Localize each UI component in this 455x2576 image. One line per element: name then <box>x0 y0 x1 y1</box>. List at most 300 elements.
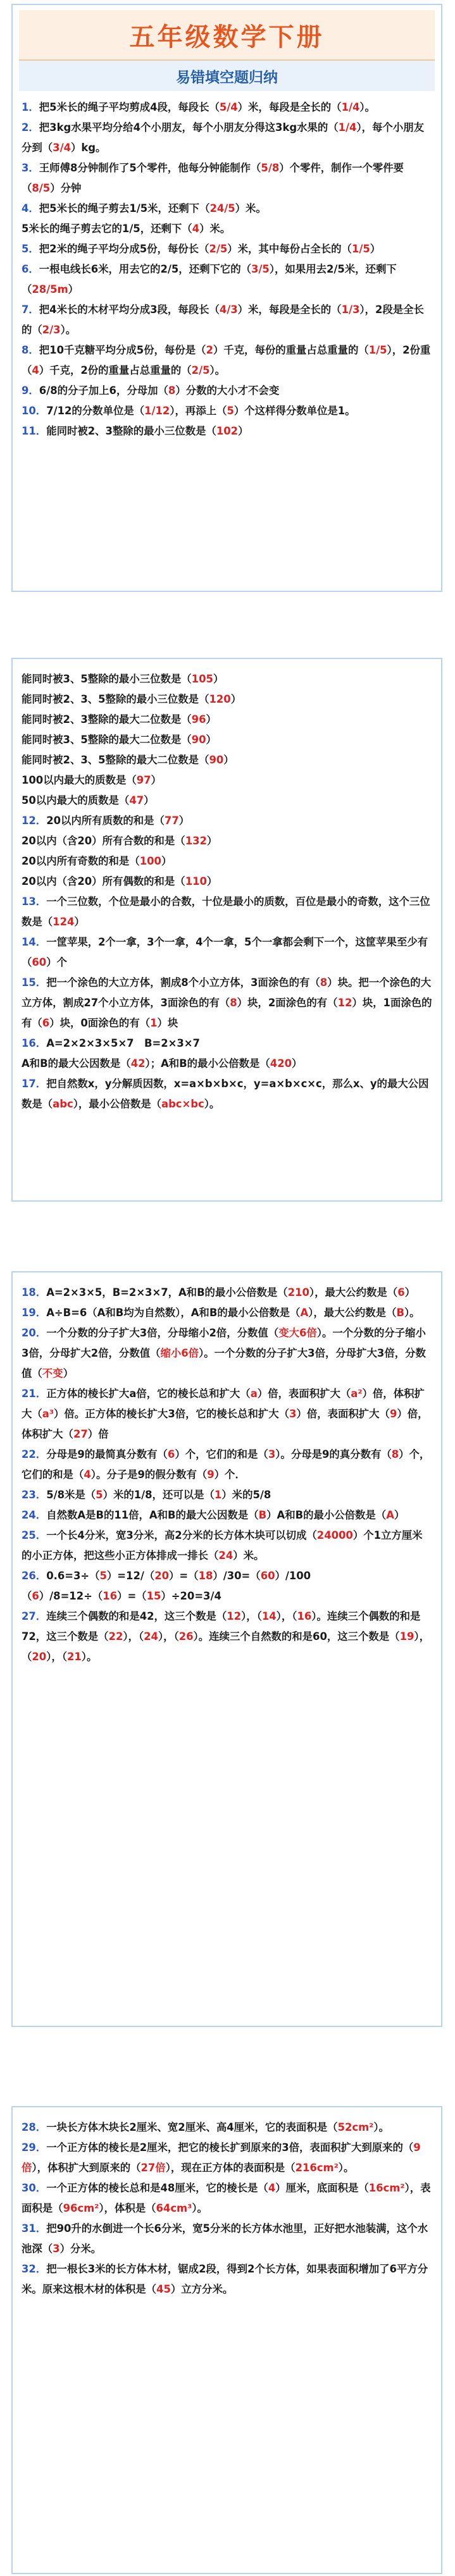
question-text: ）/100 <box>275 1570 311 1582</box>
question-item <box>22 669 432 689</box>
question-text: ）米的5/8 <box>221 1489 271 1501</box>
question-text: 把4米长的木材平均分成3段，每段长（ <box>39 304 220 316</box>
answer-text: 2 <box>206 344 213 356</box>
question-text: ） <box>206 835 218 847</box>
question-text: ），2段是全长的（ <box>22 304 424 336</box>
question-item <box>22 851 432 872</box>
answer-text: 5 <box>96 1489 103 1501</box>
answer-text: 9倍 <box>22 2142 421 2174</box>
answer-text: 8 <box>230 997 237 1009</box>
answer-text: 3 <box>268 1448 276 1460</box>
question-text: ）。 <box>192 2202 208 2214</box>
question-text: 一根电线长6米，用去它的2/5，还剩下它的（ <box>39 263 252 275</box>
question-text: ）米的1/8，还可以是（ <box>103 1489 215 1501</box>
answer-text: abc×bc <box>161 1098 204 1110</box>
question-text: ）倍，体积扩大（ <box>22 1408 428 1440</box>
question-number: 32． <box>22 2263 47 2275</box>
question-text: ） <box>230 693 242 705</box>
question-item <box>22 1323 432 1384</box>
question-text: 20以内（含20）所有合数的和是（ <box>22 835 185 847</box>
question-text: ）。 <box>81 1651 97 1663</box>
question-text: ）。 <box>404 1307 420 1319</box>
question-text: ）块。把一个涂色的大立方体，割成27个小立方体，3面涂色的有（ <box>22 977 432 1009</box>
title-banner <box>19 10 435 61</box>
question-text: ），最大公约数是（ <box>309 1286 398 1298</box>
answer-text: 100 <box>139 855 161 867</box>
answer-text: 3/5 <box>251 263 270 275</box>
question-text: 一个分数的分子扩大3倍，分母缩小2倍，分数值（ <box>46 1327 279 1339</box>
answer-text: 4/3 <box>219 304 238 316</box>
answer-text: 27倍 <box>140 2162 166 2174</box>
question-text: 正方体的棱长扩大a倍，它的棱长总和扩大（ <box>46 1388 251 1400</box>
question-number: 20． <box>22 1327 47 1339</box>
answer-text: 3/4 <box>53 142 71 154</box>
question-item <box>22 932 432 973</box>
answer-text: 5/8 <box>261 162 280 174</box>
answer-text: 6 <box>42 1017 50 1029</box>
section-card-3 <box>11 1271 442 2027</box>
question-text: ）块 <box>157 1017 178 1029</box>
question-text: ） <box>151 774 161 786</box>
question-item <box>22 2259 432 2300</box>
question-text: 把5米长的绳子平均剪成4段，每段长（ <box>39 101 220 113</box>
question-number: 27． <box>22 1610 47 1622</box>
question-item <box>22 730 432 750</box>
question-text: 0.6=3÷（ <box>46 1570 100 1582</box>
question-text: ）倍 <box>87 1428 109 1440</box>
question-number: 21． <box>22 1388 47 1400</box>
answer-text: 24 <box>218 1550 234 1562</box>
answer-text: abc <box>53 1098 73 1110</box>
question-item <box>22 1606 432 1667</box>
question-item <box>22 973 432 1033</box>
question-item <box>22 689 432 710</box>
answer-text: 5 <box>99 1570 107 1582</box>
answer-text: 90 <box>191 734 206 746</box>
question-text: ） <box>63 1367 73 1379</box>
answer-text: 1/4 <box>338 121 357 133</box>
answer-text: 216cm² <box>295 2162 339 2174</box>
question-number: 18． <box>22 1286 47 1298</box>
section-card-2 <box>11 658 442 1202</box>
answer-text: 60 <box>260 1570 275 1582</box>
question-text: ）米，其中每份占全长的（ <box>227 243 352 255</box>
question-text: ）块，1面涂色的有（ <box>22 997 432 1029</box>
question-item <box>22 2138 432 2178</box>
answer-text: 1 <box>150 1017 158 1029</box>
question-item <box>22 219 432 239</box>
question-text: ）。一个分数的分子缩小3倍，分母扩大2倍，分数值（ <box>22 1327 426 1359</box>
question-item <box>22 1566 432 1586</box>
question-text: ），如果用去2/5米，还剩下（ <box>22 263 397 295</box>
answer-text: 105 <box>191 673 213 685</box>
question-text: ），最小公倍数是（ <box>73 1098 162 1110</box>
question-text: ）米，每段是全长的（ <box>237 101 342 113</box>
question-number: 13． <box>22 896 47 908</box>
question-text: ）。连续三个自然数的和是60，这三个数是（ <box>193 1630 400 1642</box>
question-text: ）。 <box>60 324 77 336</box>
answer-text: 变大6倍 <box>278 1327 317 1339</box>
question-item <box>22 158 432 199</box>
answer-text: 14 <box>261 1610 277 1622</box>
question-number: 16． <box>22 1037 47 1049</box>
question-number: 7． <box>22 304 39 316</box>
question-text: ），（ <box>22 1630 430 1663</box>
question-item <box>22 872 432 892</box>
question-text: 一个长4分米，宽3分米，高2分米的长方体木块可以切成（ <box>46 1529 317 1541</box>
answer-text: 16 <box>103 1590 118 1602</box>
question-text: A=2×2×3×5×7 B=2×3×7 <box>46 1037 200 1049</box>
question-item <box>22 300 432 340</box>
answer-text: 20 <box>32 1651 47 1663</box>
question-list <box>13 2107 441 2300</box>
question-text: ）倍，体积扩大（ <box>22 1388 425 1420</box>
question-item <box>22 2178 432 2219</box>
question-item <box>22 381 432 401</box>
question-text: ）千克，2份的重量占总重量的（ <box>39 364 192 376</box>
question-text: 能同时被3、5整除的最大二位数是（ <box>22 734 192 746</box>
answer-text: 210 <box>287 1286 309 1298</box>
question-number: 2． <box>22 121 39 133</box>
question-text: ）个． <box>214 1469 246 1481</box>
question-text: ） <box>161 855 172 867</box>
question-text: ）=（ <box>117 1590 147 1602</box>
question-number: 1． <box>22 101 39 113</box>
question-text: ），（ <box>241 1610 262 1622</box>
question-text: 一个正方体的棱长总和是48厘米，它的棱长是（ <box>46 2182 268 2194</box>
question-text: ），（ <box>123 1630 144 1642</box>
question-text: ） <box>238 425 249 437</box>
answer-text: 124 <box>53 916 75 928</box>
question-text: ） <box>206 734 216 746</box>
question-item <box>22 1074 432 1114</box>
question-text: 能同时被2、3整除的最大二位数是（ <box>22 713 192 725</box>
question-text: ）米，每段是全长的（ <box>237 304 342 316</box>
answer-text: 27 <box>73 1428 88 1440</box>
question-text: ）千克，每份的重量占总重量的（ <box>213 344 369 356</box>
question-text: ）分钟 <box>50 182 82 194</box>
question-number: 5． <box>22 243 39 255</box>
answer-text: 45 <box>156 2283 171 2295</box>
question-text: 分母是9的最简真分数有（ <box>46 1448 168 1460</box>
question-text: ）米。 <box>199 223 231 235</box>
answer-text: 15 <box>146 1590 161 1602</box>
question-item <box>22 1283 432 1303</box>
question-text: （ <box>22 1590 32 1602</box>
question-item <box>22 831 432 851</box>
question-item <box>22 1054 432 1074</box>
question-text: 20以内所有质数的和是（ <box>46 815 165 827</box>
question-text: 一个三位数，个位是最小的合数，十位是最小的质数，百位是最小的奇数，这个三位数是（ <box>22 896 430 928</box>
question-text: ），每个小朋友分到（ <box>22 121 424 154</box>
question-item <box>22 1384 432 1445</box>
answer-text: 2/3 <box>42 324 61 336</box>
answer-text: 8 <box>391 1448 399 1460</box>
question-text: ）厘米，底面积是（ <box>275 2182 369 2194</box>
answer-text: 22 <box>108 1630 123 1642</box>
question-number: 26． <box>22 1570 47 1582</box>
answer-text: A <box>300 1307 309 1319</box>
question-number: 12． <box>22 815 47 827</box>
question-list <box>13 1273 441 1667</box>
answer-text: 2/5 <box>191 364 210 376</box>
question-item <box>22 2219 432 2259</box>
question-text: ）A和B的最小公倍数是（ <box>266 1509 387 1521</box>
question-text: ）。连续三个偶数的和是72，这三个数是（ <box>22 1610 421 1642</box>
question-text: ）分米。 <box>59 2243 102 2255</box>
question-text: ） <box>68 283 79 295</box>
question-item <box>22 791 432 811</box>
answer-text: 9 <box>389 1408 397 1420</box>
answer-text: 8 <box>168 385 176 397</box>
question-text: ）÷20=3/4 <box>161 1590 221 1602</box>
question-text: ），体积是（ <box>99 2202 156 2214</box>
question-text: 能同时被3、5整除的最小三位数是（ <box>22 673 192 685</box>
question-text: 7/12的分数单位是（ <box>46 405 145 417</box>
question-text: ）。分子是9的假分数有（ <box>90 1469 208 1481</box>
question-text: 把自然数x，y分解质因数，x=a×b×b×c，y=a×b×c×c，那么x、y的最大公因数是（ <box>22 1078 429 1110</box>
question-number: 31． <box>22 2222 47 2234</box>
question-item <box>22 1525 432 1566</box>
answer-text: 1/4 <box>341 101 360 113</box>
answer-text: 26 <box>178 1630 194 1642</box>
answer-text: 4 <box>192 223 200 235</box>
question-text: ）米。 <box>235 202 266 214</box>
question-text: ） <box>370 243 381 255</box>
question-text: ），最大公约数是（ <box>308 1307 397 1319</box>
question-text: ）。 <box>359 101 375 113</box>
question-text: ）个 <box>46 956 67 968</box>
answer-text: 1/3 <box>341 304 360 316</box>
question-text: A和B的最大公因数是（ <box>22 1057 131 1069</box>
question-text: 把90升的水倒进一个长6分米，宽5分米的长方体水池里，正好把水池装满，这个水池深（ <box>22 2222 428 2255</box>
question-text: ）。 <box>204 1098 220 1110</box>
question-text: ）；A和B的最小公倍数是（ <box>145 1057 270 1069</box>
answer-text: 不变 <box>42 1367 63 1379</box>
question-item <box>22 199 432 219</box>
answer-text: a³ <box>42 1408 54 1420</box>
question-text: ） <box>404 1286 416 1298</box>
question-text: ）。 <box>338 2162 354 2174</box>
question-text: ）立方分米。 <box>170 2283 234 2295</box>
question-text: ），再添上（ <box>170 405 227 417</box>
question-number: 6． <box>22 263 39 275</box>
question-item <box>22 1303 432 1323</box>
answer-text: 102 <box>216 425 239 437</box>
question-item <box>22 239 432 259</box>
question-text: 20以内所有奇数的和是（ <box>22 855 140 867</box>
question-number: 3． <box>22 162 39 174</box>
question-list <box>13 659 441 1114</box>
question-text: ）。 <box>209 364 226 376</box>
question-number: 25． <box>22 1529 47 1541</box>
question-text: 把2米的绳子平均分成5份，每份长（ <box>39 243 209 255</box>
answer-text: 6 <box>167 1448 175 1460</box>
question-text: ）/8=12÷（ <box>39 1590 103 1602</box>
question-text: ）。分母是9的真分数有（ <box>275 1448 392 1460</box>
question-text: 能同时被2、3、5整除的最大二位数是（ <box>22 754 209 766</box>
question-item <box>22 811 432 831</box>
question-text: 王师傅8分钟制作了5个零件，他每分钟能制作（ <box>39 162 261 174</box>
question-number: 29． <box>22 2142 47 2154</box>
question-text: ） <box>206 875 218 887</box>
question-item <box>22 421 432 441</box>
question-text: ）个1立方厘米的小正方体，把这些小正方体排成一排长（ <box>22 1529 423 1562</box>
question-text: 自然数A是B的11倍，A和B的最大公因数是（ <box>46 1509 259 1521</box>
question-text: ） <box>292 1057 302 1069</box>
question-text: 100以内最大的质数是（ <box>22 774 137 786</box>
answer-text: 132 <box>185 835 207 847</box>
answer-text: 64cm³ <box>156 2202 192 2214</box>
question-text: ），表面积是（ <box>22 2182 431 2214</box>
question-item <box>22 710 432 730</box>
question-text: 把一个涂色的大立方体，割成8个小立方体，3面涂色的有（ <box>46 977 320 989</box>
question-text: ） <box>213 673 224 685</box>
question-item <box>22 401 432 421</box>
question-text: ） <box>206 713 216 725</box>
question-text: 20以内（含20）所有偶数的和是（ <box>22 875 185 887</box>
question-number: 28． <box>22 2121 47 2133</box>
question-text: ）倍。正方体的棱长扩大3倍，它的棱长总和扩大（ <box>54 1408 290 1420</box>
question-item <box>22 340 432 381</box>
answer-text: 24 <box>144 1630 158 1642</box>
question-item <box>22 892 432 932</box>
question-text: ），（ <box>276 1610 297 1622</box>
question-text: ）米。 <box>233 1550 265 1562</box>
question-text: ）块，2面涂色的有（ <box>237 997 338 1009</box>
answer-text: 52cm² <box>337 2121 374 2133</box>
question-text: 把10千克糖平均分成5份，每份是（ <box>39 344 206 356</box>
question-text: 5/8米是（ <box>46 1489 96 1501</box>
answer-text: 16 <box>297 1610 312 1622</box>
answer-text: 4 <box>84 1469 91 1481</box>
answer-text: 缩小6倍 <box>160 1347 199 1359</box>
question-number: 17． <box>22 1078 47 1090</box>
question-item <box>22 1505 432 1525</box>
question-text: 一个正方体的棱长是2厘米，把它的棱长扩到原来的3倍，表面积扩大到原来的（ <box>46 2142 414 2154</box>
question-text: ），2份重（ <box>22 344 431 376</box>
question-text: 能同时被2、3整除的最小三位数是（ <box>46 425 216 437</box>
answer-text: 60 <box>32 956 47 968</box>
answer-text: 20 <box>154 1570 170 1582</box>
subtitle-banner <box>19 61 435 91</box>
question-text: 50以内最大的质数是（ <box>22 794 130 806</box>
answer-text: 4 <box>32 364 39 376</box>
answer-text: 96 <box>191 713 206 725</box>
answer-text: 1/5 <box>368 344 387 356</box>
question-number: 9． <box>22 385 39 397</box>
page-title: 五年级数学下册 <box>129 22 325 52</box>
question-item <box>22 2117 432 2138</box>
question-text: 把5米长的绳子剪去1/5米，还剩下（ <box>39 202 210 214</box>
answer-text: 90 <box>209 754 224 766</box>
question-text: ），（ <box>46 1651 67 1663</box>
question-text: A÷B=6（A和B均为自然数），A和B的最小公倍数是（ <box>46 1307 301 1319</box>
question-number: 11． <box>22 425 47 437</box>
answer-text: 77 <box>164 815 179 827</box>
question-number: 30． <box>22 2182 47 2194</box>
question-text: ），（ <box>158 1630 179 1642</box>
answer-text: 1/5 <box>351 243 370 255</box>
question-item <box>22 1586 432 1606</box>
answer-text: 120 <box>209 693 231 705</box>
question-item <box>22 259 432 300</box>
question-text: 能同时被2、3、5整除的最小三位数是（ <box>22 693 209 705</box>
answer-text: 6 <box>397 1286 405 1298</box>
answer-text: a² <box>351 1388 363 1400</box>
answer-text: 47 <box>129 794 144 806</box>
question-number: 15． <box>22 977 47 989</box>
question-text: ）个这样得分数单位是1。 <box>234 405 356 417</box>
question-text: 连续三个偶数的和是42，这三个数是（ <box>46 1610 227 1622</box>
answer-text: 96cm² <box>63 2202 99 2214</box>
question-text: ）。一个分数的分子扩大3倍，分母扩大3倍，分数值（ <box>22 1347 426 1379</box>
answer-text: 1/12 <box>144 405 170 417</box>
question-text: ） <box>74 916 85 928</box>
question-text: ），体积扩大到原来的（ <box>32 2162 141 2174</box>
question-item <box>22 1033 432 1054</box>
question-text: ）个，它们的和是（ <box>22 1448 430 1481</box>
question-text: A=2×3×5，B=2×3×7，A和B的最小公倍数是（ <box>46 1286 288 1298</box>
question-item <box>22 118 432 158</box>
answer-text: 3 <box>289 1408 297 1420</box>
answer-text: 4 <box>268 2182 276 2194</box>
question-text: ）个零件，制作一个零件要（ <box>22 162 404 194</box>
question-list <box>13 91 441 441</box>
question-number: 8． <box>22 344 39 356</box>
question-number: 24． <box>22 1509 47 1521</box>
answer-text: 2/5 <box>209 243 228 255</box>
question-item <box>22 770 432 791</box>
answer-text: 16cm² <box>368 2182 405 2194</box>
answer-text: 21 <box>66 1651 82 1663</box>
answer-text: 6 <box>32 1590 39 1602</box>
question-text: ）。 <box>373 2121 389 2133</box>
question-text: 一块长方体木块长2厘米、宽2厘米、高4厘米，它的表面积是（ <box>46 2121 338 2133</box>
question-text: 一筐苹果，2个一拿，3个一拿，4个一拿，5个一拿都会剩下一个，这筐苹果至少有（ <box>22 936 428 968</box>
question-text: ） <box>144 794 154 806</box>
answer-text: 420 <box>270 1057 292 1069</box>
section-card-4 <box>11 2106 442 2574</box>
answer-text: 8 <box>320 977 328 989</box>
question-text: 把3kg水果平均分给4个小朋友，每个小朋友分得这3kg水果的（ <box>39 121 339 133</box>
answer-text: 97 <box>136 774 151 786</box>
question-text: ）倍，表面积扩大（ <box>257 1388 351 1400</box>
answer-text: 12 <box>227 1610 242 1622</box>
question-text: 6/8的分子加上6，分母加（ <box>39 385 168 397</box>
question-text: ）分数的大小才不会变 <box>175 385 280 397</box>
question-text: ） <box>394 1509 405 1521</box>
answer-text: 12 <box>337 997 352 1009</box>
question-number: 14． <box>22 936 47 948</box>
question-item <box>22 1445 432 1485</box>
answer-text: 9 <box>207 1469 215 1481</box>
question-text: ）倍，表面积扩大（ <box>296 1408 390 1420</box>
question-text: ）块，0面涂色的有（ <box>49 1017 151 1029</box>
answer-text: 1 <box>214 1489 222 1501</box>
answer-text: 5 <box>227 405 234 417</box>
answer-text: 42 <box>130 1057 146 1069</box>
answer-text: 5/4 <box>219 101 238 113</box>
section-card-1 <box>11 4 442 592</box>
answer-text: 28/5m <box>32 283 68 295</box>
question-text: ） <box>223 754 234 766</box>
question-number: 19． <box>22 1307 47 1319</box>
question-text: ）kg。 <box>70 142 106 154</box>
question-number: 4． <box>22 202 39 214</box>
question-item <box>22 750 432 770</box>
answer-text: A <box>386 1509 394 1521</box>
